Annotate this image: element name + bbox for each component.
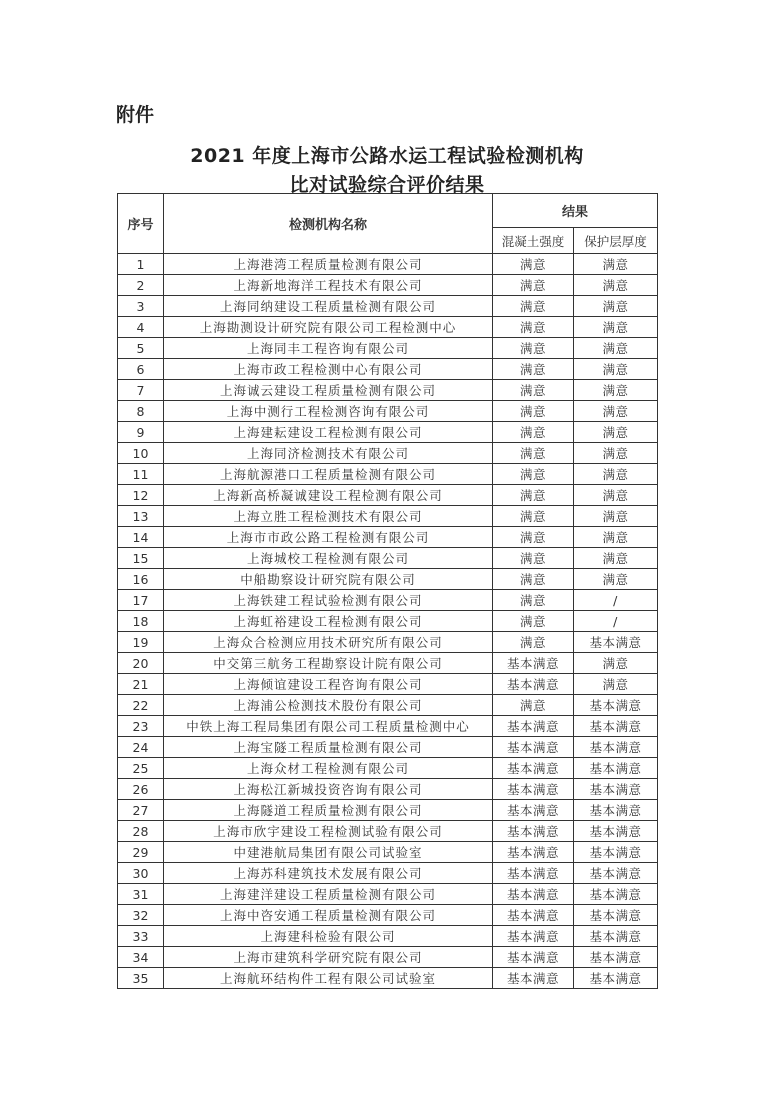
table-row bbox=[118, 758, 658, 779]
concrete-result: 满意 bbox=[493, 359, 574, 380]
title-line-1: 2021 年度上海市公路水运工程试验检测机构 bbox=[190, 145, 584, 167]
institution-name: 上海同丰工程咨询有限公司 bbox=[164, 338, 493, 359]
table-row bbox=[118, 821, 658, 842]
cover-result: 满意 bbox=[574, 359, 658, 380]
institution-name: 上海中测行工程检测咨询有限公司 bbox=[164, 401, 493, 422]
concrete-result: 基本满意 bbox=[493, 779, 574, 800]
table-row bbox=[118, 905, 658, 926]
row-number: 22 bbox=[118, 695, 164, 716]
row-number: 16 bbox=[118, 569, 164, 590]
row-number: 33 bbox=[118, 926, 164, 947]
table-row bbox=[118, 737, 658, 758]
institution-name: 上海隧道工程质量检测有限公司 bbox=[164, 800, 493, 821]
concrete-result: 基本满意 bbox=[493, 674, 574, 695]
institution-name: 上海航源港口工程质量检测有限公司 bbox=[164, 464, 493, 485]
cover-result: 满意 bbox=[574, 506, 658, 527]
row-number: 20 bbox=[118, 653, 164, 674]
header-result: 结果 bbox=[493, 194, 658, 228]
row-number: 9 bbox=[118, 422, 164, 443]
concrete-result: 满意 bbox=[493, 548, 574, 569]
concrete-result: 满意 bbox=[493, 296, 574, 317]
institution-name: 上海同纳建设工程质量检测有限公司 bbox=[164, 296, 493, 317]
concrete-result: 基本满意 bbox=[493, 842, 574, 863]
cover-result: 满意 bbox=[574, 548, 658, 569]
table-row bbox=[118, 338, 658, 359]
concrete-result: 基本满意 bbox=[493, 926, 574, 947]
cover-result: 基本满意 bbox=[574, 758, 658, 779]
row-number: 11 bbox=[118, 464, 164, 485]
institution-name: 上海铁建工程试验检测有限公司 bbox=[164, 590, 493, 611]
table-row bbox=[118, 884, 658, 905]
cover-result: 满意 bbox=[574, 443, 658, 464]
institution-name: 上海港湾工程质量检测有限公司 bbox=[164, 254, 493, 275]
concrete-result: 基本满意 bbox=[493, 884, 574, 905]
row-number: 28 bbox=[118, 821, 164, 842]
row-number: 8 bbox=[118, 401, 164, 422]
row-number: 4 bbox=[118, 317, 164, 338]
institution-name: 上海市政工程检测中心有限公司 bbox=[164, 359, 493, 380]
cover-result: 基本满意 bbox=[574, 695, 658, 716]
institution-name: 上海松江新城投资咨询有限公司 bbox=[164, 779, 493, 800]
row-number: 2 bbox=[118, 275, 164, 296]
row-number: 27 bbox=[118, 800, 164, 821]
table-row bbox=[118, 254, 658, 275]
row-number: 26 bbox=[118, 779, 164, 800]
row-number: 19 bbox=[118, 632, 164, 653]
cover-result: 基本满意 bbox=[574, 884, 658, 905]
concrete-result: 满意 bbox=[493, 275, 574, 296]
table-row bbox=[118, 947, 658, 968]
table-row bbox=[118, 401, 658, 422]
institution-name: 上海苏科建筑技术发展有限公司 bbox=[164, 863, 493, 884]
row-number: 29 bbox=[118, 842, 164, 863]
row-number: 35 bbox=[118, 968, 164, 989]
concrete-result: 基本满意 bbox=[493, 800, 574, 821]
concrete-result: 满意 bbox=[493, 464, 574, 485]
concrete-result: 满意 bbox=[493, 338, 574, 359]
concrete-result: 满意 bbox=[493, 443, 574, 464]
institution-name: 上海建洋建设工程质量检测有限公司 bbox=[164, 884, 493, 905]
row-number: 30 bbox=[118, 863, 164, 884]
concrete-result: 基本满意 bbox=[493, 653, 574, 674]
concrete-result: 满意 bbox=[493, 527, 574, 548]
cover-result: 满意 bbox=[574, 275, 658, 296]
table-row bbox=[118, 569, 658, 590]
concrete-result: 基本满意 bbox=[493, 821, 574, 842]
institution-name: 上海建科检验有限公司 bbox=[164, 926, 493, 947]
cover-result: 基本满意 bbox=[574, 947, 658, 968]
cover-result: 基本满意 bbox=[574, 800, 658, 821]
table-row bbox=[118, 926, 658, 947]
cover-result: 基本满意 bbox=[574, 821, 658, 842]
table-row bbox=[118, 485, 658, 506]
cover-result: 基本满意 bbox=[574, 737, 658, 758]
concrete-result: 基本满意 bbox=[493, 716, 574, 737]
row-number: 14 bbox=[118, 527, 164, 548]
institution-name: 上海市建筑科学研究院有限公司 bbox=[164, 947, 493, 968]
cover-result: 满意 bbox=[574, 464, 658, 485]
row-number: 1 bbox=[118, 254, 164, 275]
concrete-result: 满意 bbox=[493, 485, 574, 506]
cover-result: 基本满意 bbox=[574, 842, 658, 863]
institution-name: 上海立胜工程检测技术有限公司 bbox=[164, 506, 493, 527]
cover-result: 满意 bbox=[574, 653, 658, 674]
institution-name: 中铁上海工程局集团有限公司工程质量检测中心 bbox=[164, 716, 493, 737]
cover-result: / bbox=[574, 590, 658, 611]
attachment-label: 附件 bbox=[116, 104, 155, 126]
cover-result: 满意 bbox=[574, 296, 658, 317]
row-number: 17 bbox=[118, 590, 164, 611]
table-row bbox=[118, 464, 658, 485]
institution-name: 上海市市政公路工程检测有限公司 bbox=[164, 527, 493, 548]
institution-name: 上海城校工程检测有限公司 bbox=[164, 548, 493, 569]
cover-result: 满意 bbox=[574, 674, 658, 695]
header-concrete: 混凝土强度 bbox=[493, 228, 574, 254]
row-number: 7 bbox=[118, 380, 164, 401]
row-number: 18 bbox=[118, 611, 164, 632]
row-number: 3 bbox=[118, 296, 164, 317]
row-number: 34 bbox=[118, 947, 164, 968]
table-row bbox=[118, 380, 658, 401]
table-row bbox=[118, 317, 658, 338]
table-row bbox=[118, 779, 658, 800]
cover-result: 基本满意 bbox=[574, 863, 658, 884]
institution-name: 上海宝隧工程质量检测有限公司 bbox=[164, 737, 493, 758]
cover-result: 基本满意 bbox=[574, 779, 658, 800]
concrete-result: 满意 bbox=[493, 506, 574, 527]
institution-name: 上海众合检测应用技术研究所有限公司 bbox=[164, 632, 493, 653]
row-number: 15 bbox=[118, 548, 164, 569]
concrete-result: 满意 bbox=[493, 254, 574, 275]
cover-result: 基本满意 bbox=[574, 905, 658, 926]
concrete-result: 满意 bbox=[493, 590, 574, 611]
institution-name: 中建港航局集团有限公司试验室 bbox=[164, 842, 493, 863]
cover-result: 满意 bbox=[574, 422, 658, 443]
institution-name: 上海倾谊建设工程咨询有限公司 bbox=[164, 674, 493, 695]
cover-result: 满意 bbox=[574, 254, 658, 275]
cover-result: 基本满意 bbox=[574, 926, 658, 947]
institution-name: 上海市欣宇建设工程检测试验有限公司 bbox=[164, 821, 493, 842]
cover-result: 满意 bbox=[574, 569, 658, 590]
row-number: 23 bbox=[118, 716, 164, 737]
row-number: 6 bbox=[118, 359, 164, 380]
institution-name: 上海勘测设计研究院有限公司工程检测中心 bbox=[164, 317, 493, 338]
concrete-result: 满意 bbox=[493, 611, 574, 632]
table-row bbox=[118, 800, 658, 821]
institution-name: 中船勘察设计研究院有限公司 bbox=[164, 569, 493, 590]
cover-result: 满意 bbox=[574, 401, 658, 422]
concrete-result: 满意 bbox=[493, 317, 574, 338]
concrete-result: 满意 bbox=[493, 569, 574, 590]
concrete-result: 满意 bbox=[493, 422, 574, 443]
table-row bbox=[118, 506, 658, 527]
row-number: 12 bbox=[118, 485, 164, 506]
header-name: 检测机构名称 bbox=[164, 194, 493, 254]
cover-result: 满意 bbox=[574, 527, 658, 548]
title-line-2: 比对试验综合评价结果 bbox=[289, 174, 485, 196]
table-row bbox=[118, 695, 658, 716]
row-number: 31 bbox=[118, 884, 164, 905]
header-no: 序号 bbox=[118, 194, 164, 254]
row-number: 5 bbox=[118, 338, 164, 359]
concrete-result: 满意 bbox=[493, 380, 574, 401]
institution-name: 上海同济检测技术有限公司 bbox=[164, 443, 493, 464]
cover-result: 满意 bbox=[574, 317, 658, 338]
table-row bbox=[118, 275, 658, 296]
table-row bbox=[118, 674, 658, 695]
cover-result: 满意 bbox=[574, 338, 658, 359]
concrete-result: 基本满意 bbox=[493, 863, 574, 884]
institution-name: 上海新高桥凝诚建设工程检测有限公司 bbox=[164, 485, 493, 506]
row-number: 21 bbox=[118, 674, 164, 695]
concrete-result: 基本满意 bbox=[493, 968, 574, 989]
concrete-result: 满意 bbox=[493, 401, 574, 422]
table-row bbox=[118, 443, 658, 464]
table-row bbox=[118, 527, 658, 548]
concrete-result: 满意 bbox=[493, 632, 574, 653]
row-number: 32 bbox=[118, 905, 164, 926]
institution-name: 中交第三航务工程勘察设计院有限公司 bbox=[164, 653, 493, 674]
concrete-result: 满意 bbox=[493, 695, 574, 716]
row-number: 10 bbox=[118, 443, 164, 464]
row-number: 25 bbox=[118, 758, 164, 779]
institution-name: 上海虹裕建设工程检测有限公司 bbox=[164, 611, 493, 632]
table-row bbox=[118, 548, 658, 569]
row-number: 24 bbox=[118, 737, 164, 758]
table-row bbox=[118, 968, 658, 989]
concrete-result: 基本满意 bbox=[493, 905, 574, 926]
table-row bbox=[118, 590, 658, 611]
institution-name: 上海诚云建设工程质量检测有限公司 bbox=[164, 380, 493, 401]
table-row bbox=[118, 842, 658, 863]
institution-name: 上海建耘建设工程检测有限公司 bbox=[164, 422, 493, 443]
institution-name: 上海中咨安通工程质量检测有限公司 bbox=[164, 905, 493, 926]
institution-name: 上海浦公检测技术股份有限公司 bbox=[164, 695, 493, 716]
cover-result: 满意 bbox=[574, 485, 658, 506]
header-cover: 保护层厚度 bbox=[574, 228, 658, 254]
table-row bbox=[118, 632, 658, 653]
institution-name: 上海众材工程检测有限公司 bbox=[164, 758, 493, 779]
concrete-result: 基本满意 bbox=[493, 758, 574, 779]
cover-result: 满意 bbox=[574, 380, 658, 401]
table-row bbox=[118, 359, 658, 380]
table-row bbox=[118, 863, 658, 884]
cover-result: 基本满意 bbox=[574, 632, 658, 653]
concrete-result: 基本满意 bbox=[493, 947, 574, 968]
table-row bbox=[118, 653, 658, 674]
institution-name: 上海新地海洋工程技术有限公司 bbox=[164, 275, 493, 296]
table-row bbox=[118, 422, 658, 443]
table-row bbox=[118, 611, 658, 632]
cover-result: 基本满意 bbox=[574, 968, 658, 989]
cover-result: 基本满意 bbox=[574, 716, 658, 737]
row-number: 13 bbox=[118, 506, 164, 527]
concrete-result: 基本满意 bbox=[493, 737, 574, 758]
cover-result: / bbox=[574, 611, 658, 632]
institution-name: 上海航环结构件工程有限公司试验室 bbox=[164, 968, 493, 989]
table-row bbox=[118, 296, 658, 317]
results-table bbox=[117, 193, 658, 989]
table-row bbox=[118, 716, 658, 737]
